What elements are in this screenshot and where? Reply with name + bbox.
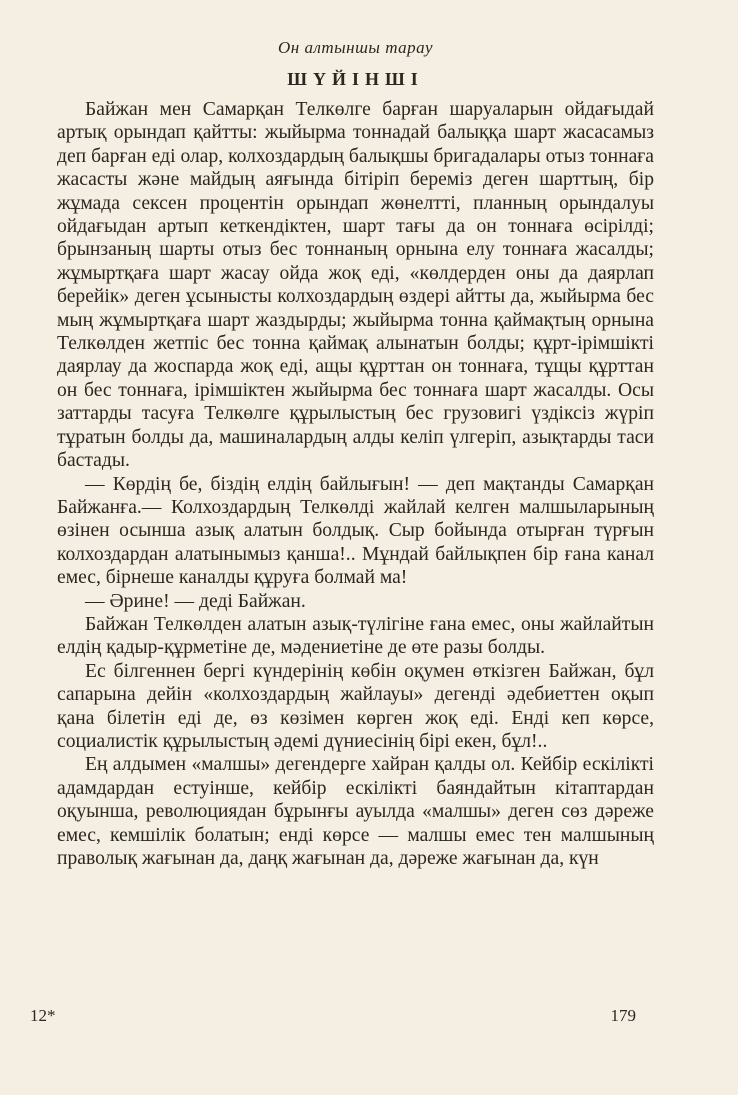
page-number: 179 <box>610 1006 636 1025</box>
section-label: Он алтыншы тарау <box>278 38 433 57</box>
paragraph: — Көрдің бе, біздің елдің байлығын! — деп мақтанды Самарқан Байжанға.— Колхоздардың Телкөлді жайлай келген малшыларының өзінен осынша азық алатын болдық. Сыр бойында отырған түрғын колхоздардан алатынымыз қанша!.. Мұндай байлықпен бір ғана канал емес, бірнеше каналды құруға болмай ма! <box>57 473 654 589</box>
chapter-title: ШҮЙІНШІ <box>287 69 424 89</box>
paragraph: Ес білгеннен бергі күндерінің көбін оқумен өткізген Байжан, бұл сапарына дейін «колхоздардың жайлауы» дегенді әдебиеттен оқып қана білетін еді де, өз көзімен көрген жоқ еді. Енді кеп көрсе, социалистік құрылыстың әдемі дүниесінің бірі екен, бұл!.. <box>57 660 654 752</box>
paragraph: Байжан мен Самарқан Телкөлге барған шаруаларын ойдағыдай артық орындап қайтты: жыйырма тоннадай балыққа шарт жасасамыз деп барған еді олар, колхоздардың балықшы бригадалары отыз тоннаға жасасты және майдың аяғында бітіріп береміз деген шарттың, бір жұмада сексен процентін орындап жөнелтті, планның орындалуы ойдағыдан артып кеткендіктен, шарт тағы да он тоннаға өсірілді; брынзаның шарты отыз бес тоннаның орнына елу тоннаға жасалды; жұмыртқаға шарт жасау ойда жоқ еді, «көлдерден оны да даярлап берейік» деген ұсынысты колхоздардың өздері айтты да, жыйырма бес мың жұмыртқаға шарт жаздырды; жыйырма тонна қаймақтың орнына Телкөлден жетпіс бес тонна қаймақ алынатын болды; құрт-ірімшікті даярлау да жоспарда жоқ еді, ащы құрттан он тоннаға, тұщы құрттан он бес тоннаға, ірімшіктен жыйырма бес тоннаға шарт жасалды. Осы заттарды тасуға Телкөлге құрылыстың бес грузовигі үздіксіз жүріп тұратын болды да, машиналардың алды келіп үлгеріп, азықтарды таси бастады. <box>57 99 654 472</box>
body-text <box>57 98 654 870</box>
signature-mark: 12* <box>30 1006 56 1025</box>
paragraph: — Әрине! — деді Байжан. <box>85 590 306 612</box>
paragraph: Байжан Телкөлден алатын азық-түлігіне ғана емес, оны жайлайтын елдің қадыр-құрметіне де, мәдениетіне де өте разы болды. <box>57 613 654 659</box>
page-footer <box>30 1005 636 1027</box>
paragraph: Ең алдымен «малшы» дегендерге хайран қалды ол. Кейбір ескілікті адамдардан естуінше, кейбір ескілікті баяндайтын кітаптардан оқуынша, революциядан бұрынғы ауылда «малшы» деген сөз дәреже емес, кемшілік болатын; енді көрсе — малшы емес тен малшының праволық жағынан да, даңқ жағынан да, дәреже жағынан да, күн <box>57 754 654 869</box>
